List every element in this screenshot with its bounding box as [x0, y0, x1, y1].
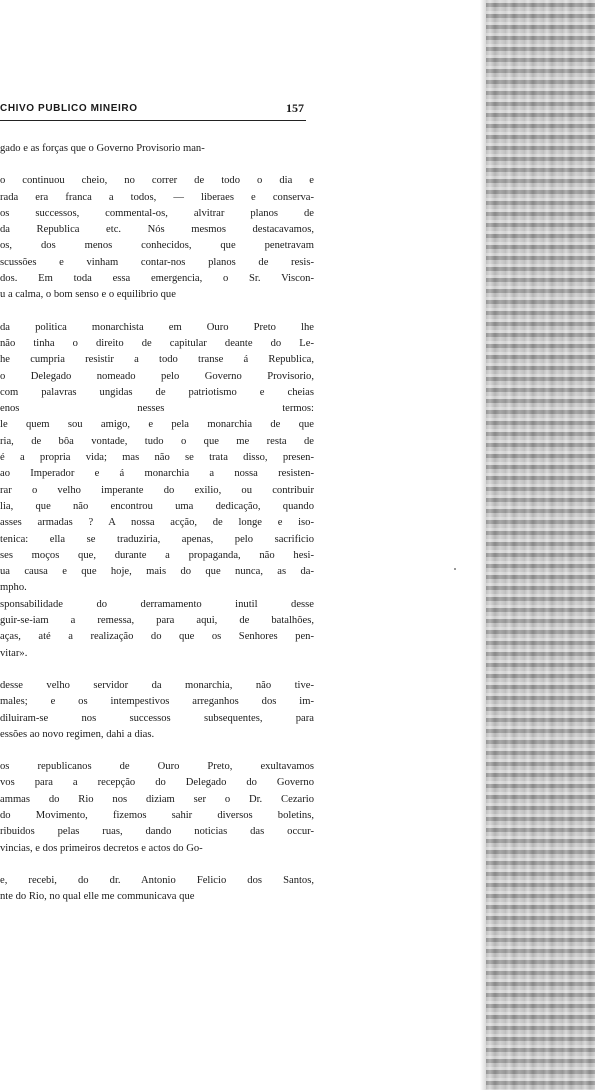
text-line: os, dos menos conhecidos, que penetravam — [0, 240, 314, 252]
text-line: asses armadas ? A nossa acção, de longe e iso- — [0, 517, 314, 529]
text-line: diluiram-se nos successos subsequentes, para — [0, 712, 314, 724]
paragraph-gap — [0, 304, 314, 320]
text-line: gado e as forças que o Governo Provisorio man- — [0, 143, 205, 154]
text-line: os successos, commental-os, alvitrar planos de — [0, 207, 314, 219]
text-line: vos para a recepção do Delegado do Governo — [0, 777, 314, 789]
text-line: ammas do Rio nos diziam ser o Dr. Cezario — [0, 793, 314, 805]
text-line: ao Imperador e á monarchia a nossa resisten- — [0, 468, 314, 480]
text-line: nte do Rio, no qual elle me communicava que — [0, 891, 195, 903]
text-line: scussões e vinham contar-nos planos de resis- — [0, 256, 314, 268]
text-line: mpho. — [0, 582, 27, 594]
paragraph — [0, 873, 314, 906]
text-line: essões ao novo regimen, dahi a dias. — [0, 728, 155, 740]
page-header — [0, 100, 306, 121]
text-line: le quem sou amigo, e pela monarchia de que — [0, 419, 314, 431]
text-line: males; e os intempestivos arreganhos dos im- — [0, 696, 314, 708]
text-line: vitar». — [0, 647, 28, 659]
text-line: da Republica etc. Nós mesmos destacavamos, — [0, 224, 314, 236]
text-line: aças, até a realização do que os Senhores pen- — [0, 631, 314, 643]
text-line: os republicanos de Ouro Preto, exultavamos — [0, 761, 314, 773]
running-title: CHIVO PUBLICO MINEIRO — [0, 103, 138, 114]
body-text — [0, 141, 314, 905]
text-line: o Delegado nomeado pelo Governo Provisorio, — [0, 370, 314, 382]
text-line: ria, de bôa vontade, tudo o que me resta de — [0, 435, 314, 447]
paragraph-gap — [0, 743, 314, 759]
text-line: e, recebi, do dr. Antonio Felicio dos Santos, — [0, 874, 314, 886]
dust-speck — [454, 568, 456, 570]
text-line: enos nesses termos: — [0, 403, 314, 415]
text-line: sponsabilidade do derramamento inutil desse — [0, 598, 314, 610]
text-line: rada era franca a todos, — liberaes e conserva- — [0, 191, 314, 203]
paragraph — [0, 141, 314, 157]
text-line: da politica monarchista em Ouro Preto lhe — [0, 321, 314, 333]
text-line: o continuou cheio, no correr de todo o dia e — [0, 175, 314, 187]
text-line: desse velho servidor da monarchia, não tive- — [0, 679, 314, 691]
paragraph-gap — [0, 157, 314, 173]
paragraph-gap — [0, 662, 314, 678]
text-line: não tinha o direito de capitular deante do Le- — [0, 337, 314, 349]
text-line: lia, que não encontrou uma dedicação, quando — [0, 500, 314, 512]
book-binding-edge — [486, 0, 595, 1090]
text-line: ribuidos pelas ruas, dando noticias das occur- — [0, 826, 314, 838]
text-line: rar o velho imperante do exilio, ou contribuir — [0, 484, 314, 496]
text-line: he cumpria resistir a todo transe á Republica, — [0, 354, 314, 366]
text-line: dos. Em toda essa emergencia, o Sr. Viscon- — [0, 273, 314, 285]
paragraph — [0, 759, 314, 857]
text-line: vincias, e dos primeiros decretos e actos do Go- — [0, 842, 203, 854]
paragraph — [0, 678, 314, 743]
text-line: tenica: ella se traduziria, apenas, pelo sacrificio — [0, 533, 314, 545]
text-line: ses moços que, durante a propaganda, não hesi- — [0, 549, 314, 561]
paragraph — [0, 320, 314, 662]
paragraph-gap — [0, 857, 314, 873]
text-line: guir-se-iam a remessa, para aqui, de batalhões, — [0, 615, 314, 627]
text-line: com palavras ungidas de patriotismo e cheias — [0, 386, 314, 398]
page-number: 157 — [286, 101, 304, 115]
text-line: u a calma, o bom senso e o equilibrio que — [0, 289, 176, 301]
paragraph — [0, 173, 314, 303]
text-line: ua causa e que hoje, mais do que nunca, as da- — [0, 566, 314, 578]
text-line: é a propria vida; mas não se trata disso, presen- — [0, 452, 314, 464]
text-line: do Movimento, fizemos sahir diversos boletins, — [0, 809, 314, 821]
